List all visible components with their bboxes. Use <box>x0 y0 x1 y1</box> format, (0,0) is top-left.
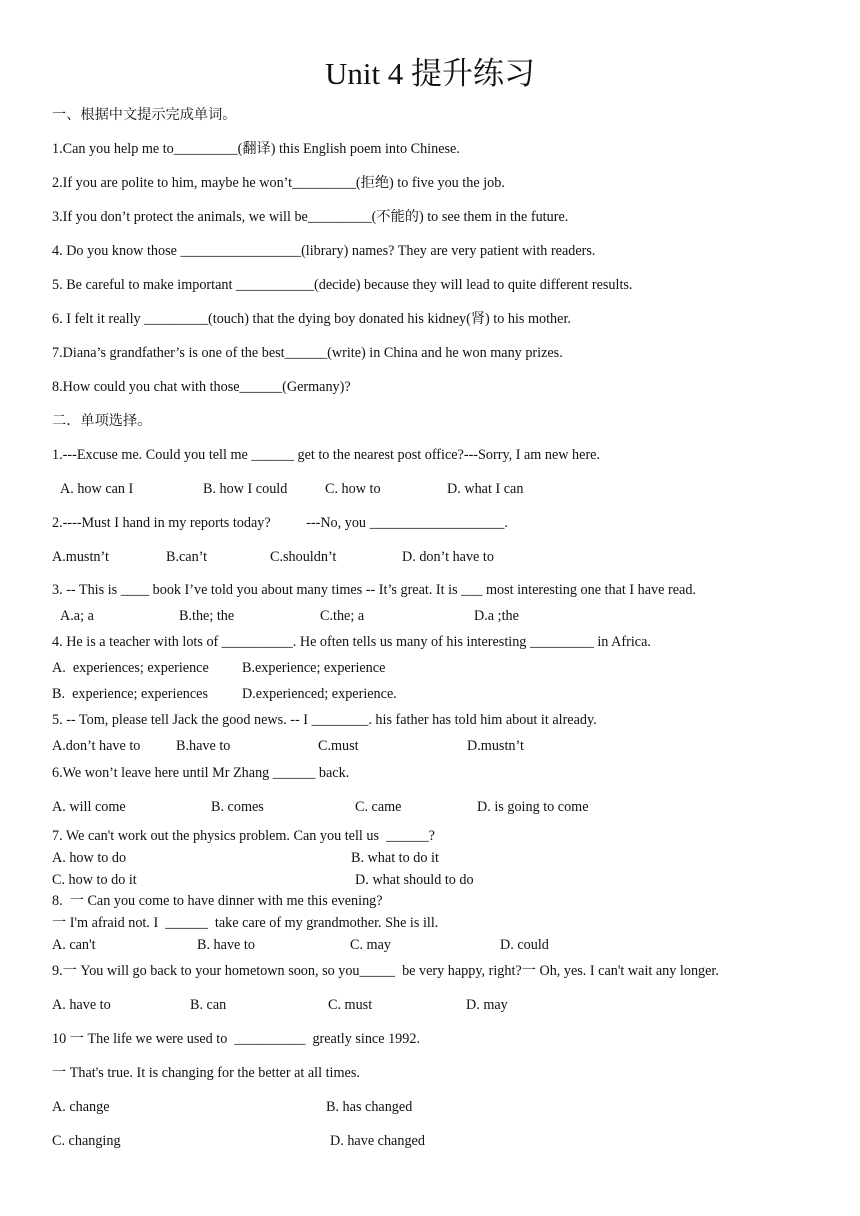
option: D. could <box>500 937 549 953</box>
fill-item: 6. I felt it really _________(touch) that the dying boy donated his kidney(肾) to his mother. <box>52 311 571 327</box>
option: B. has changed <box>326 1099 413 1115</box>
option: A. change <box>52 1099 110 1115</box>
option: A. how can I <box>60 481 134 497</box>
question-stem: 3. -- This is ____ book I’ve told you about many times -- It’s great. It is ___ most interesting one that I have read. <box>52 582 696 598</box>
option: A. have to <box>52 997 111 1013</box>
question-stem: 一 I'm afraid not. I ______ take care of my grandmother. She is ill. <box>52 915 439 931</box>
option: B.have to <box>176 738 231 754</box>
option: C.must <box>318 738 359 754</box>
fill-item: 8.How could you chat with those______(Germany)? <box>52 379 351 395</box>
option: D. may <box>466 997 508 1013</box>
option: B. what to do it <box>351 850 439 866</box>
option: A. will come <box>52 799 126 815</box>
option: B.experience; experience <box>242 660 386 676</box>
option: D.a ;the <box>474 608 519 624</box>
fill-item: 5. Be careful to make important ___________(decide) because they will lead to quite different results. <box>52 277 633 293</box>
option: B.can’t <box>166 549 208 565</box>
option: A.a; a <box>60 608 94 624</box>
option: C. how to <box>325 481 381 497</box>
option: D.mustn’t <box>467 738 524 754</box>
option: D. what should to do <box>355 872 474 888</box>
question-stem: 7. We can't work out the physics problem. Can you tell us ______? <box>52 828 435 844</box>
option: A. experiences; experience <box>52 660 209 676</box>
question-stem: 5. -- Tom, please tell Jack the good news. -- I ________. his father has told him about it already. <box>52 712 597 728</box>
question-stem: 一 That's true. It is changing for the better at all times. <box>52 1065 360 1081</box>
option: D. have changed <box>330 1133 425 1149</box>
option: C. changing <box>52 1133 121 1149</box>
option: D.experienced; experience. <box>242 686 397 702</box>
option: D. is going to come <box>477 799 589 815</box>
fill-item: 4. Do you know those _________________(library) names? They are very patient with readers. <box>52 243 596 259</box>
page-title: Unit 4 提升练习 <box>324 56 536 91</box>
question-stem: 1.---Excuse me. Could you tell me ______ get to the nearest post office?---Sorry, I am new here. <box>52 447 601 463</box>
fill-item: 7.Diana’s grandfather’s is one of the best______(write) in China and he won many prizes. <box>52 345 563 361</box>
option: D. don’t have to <box>402 549 494 565</box>
option: A. how to do <box>52 850 127 866</box>
question-stem: 10 一 The life we were used to __________ greatly since 1992. <box>52 1031 420 1047</box>
option: D. what I can <box>447 481 524 497</box>
question-stem: 6.We won’t leave here until Mr Zhang ______ back. <box>52 765 350 781</box>
question-stem: 8. 一 Can you come to have dinner with me this evening? <box>52 893 383 909</box>
option: C.the; a <box>320 608 365 624</box>
option: A.don’t have to <box>52 738 141 754</box>
option: B. how I could <box>203 481 288 497</box>
section-heading: 二．单项选择。 <box>52 413 152 429</box>
option: B. comes <box>211 799 264 815</box>
option: A.mustn’t <box>52 549 109 565</box>
option: C. must <box>328 997 373 1013</box>
option: C. how to do it <box>52 872 137 888</box>
option: A. can't <box>52 937 96 953</box>
section-heading: 一、根据中文提示完成单词。 <box>52 107 237 123</box>
fill-item: 2.If you are polite to him, maybe he won’t_________(拒绝) to five you the job. <box>52 175 505 191</box>
option: B. have to <box>197 937 255 953</box>
question-stem: 4. He is a teacher with lots of __________. He often tells us many of his interesting _________ in Africa. <box>52 634 651 650</box>
option: B. experience; experiences <box>52 686 208 702</box>
option: C. came <box>355 799 402 815</box>
question-stem: 2.----Must I hand in my reports today? ---No, you ___________________. <box>52 515 508 531</box>
fill-item: 1.Can you help me to_________(翻译) this English poem into Chinese. <box>52 141 460 157</box>
fill-item: 3.If you don’t protect the animals, we will be_________(不能的) to see them in the future. <box>52 209 569 225</box>
option: C.shouldn’t <box>270 549 337 565</box>
option: B. can <box>190 997 227 1013</box>
question-stem: 9.一 You will go back to your hometown soon, so you_____ be very happy, right?一 Oh, yes. I can't wait any longer. <box>52 963 719 979</box>
option: B.the; the <box>179 608 235 624</box>
option: C. may <box>350 937 391 953</box>
